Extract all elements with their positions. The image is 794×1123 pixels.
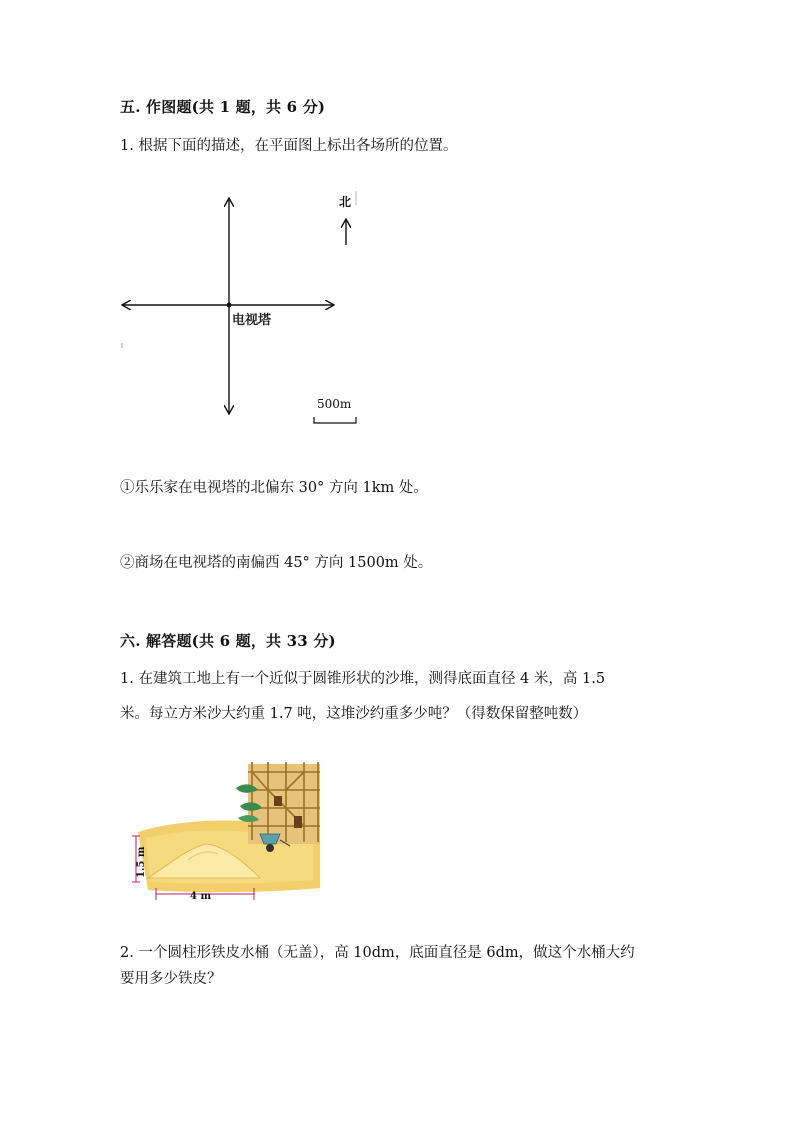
diameter-label: 4 m (190, 891, 212, 902)
height-label: 1.5 m (136, 846, 147, 878)
sand-pile-figure (128, 760, 323, 905)
scale-bar (314, 417, 356, 423)
building-wall (248, 764, 320, 844)
tv-tower-point (227, 303, 232, 308)
question-6-1-line-1: 1. 在建筑工地上有一个近似于圆锥形状的沙堆，测得底面直径 4 米，高 1.5 (120, 671, 606, 687)
question-6-2-line-1: 2. 一个圆柱形铁皮水桶（无盖），高 10dm，底面直径是 6dm，做这个水桶大约 (120, 945, 635, 961)
section-5-title: 五. 作图题(共 1 题，共 6 分) (120, 98, 326, 116)
north-label: 北 (339, 195, 352, 209)
section-6-title: 六. 解答题(共 6 题，共 33 分) (120, 632, 336, 650)
scale-label: 500m (317, 397, 352, 411)
question-5-1-text: 1. 根据下面的描述，在平面图上标出各场所的位置。 (120, 138, 458, 154)
wheelbarrow-wheel-icon (266, 844, 274, 852)
building-window-2 (294, 816, 302, 828)
question-5-1-item-2: ②商场在电视塔的南偏西 45° 方向 1500m 处。 (120, 555, 433, 571)
tv-tower-label: 电视塔 (232, 313, 272, 328)
question-6-2-line-2: 要用多少铁皮？ (120, 971, 222, 987)
building-window-1 (274, 796, 282, 806)
direction-diagram (115, 185, 375, 425)
question-6-1-line-2: 米。每立方米沙大约重 1.7 吨，这堆沙约重多少吨？（得数保留整吨数） (120, 706, 588, 722)
wheelbarrow-icon (260, 834, 280, 844)
question-5-1-item-1: ①乐乐家在电视塔的北偏东 30° 方向 1km 处。 (120, 480, 428, 496)
